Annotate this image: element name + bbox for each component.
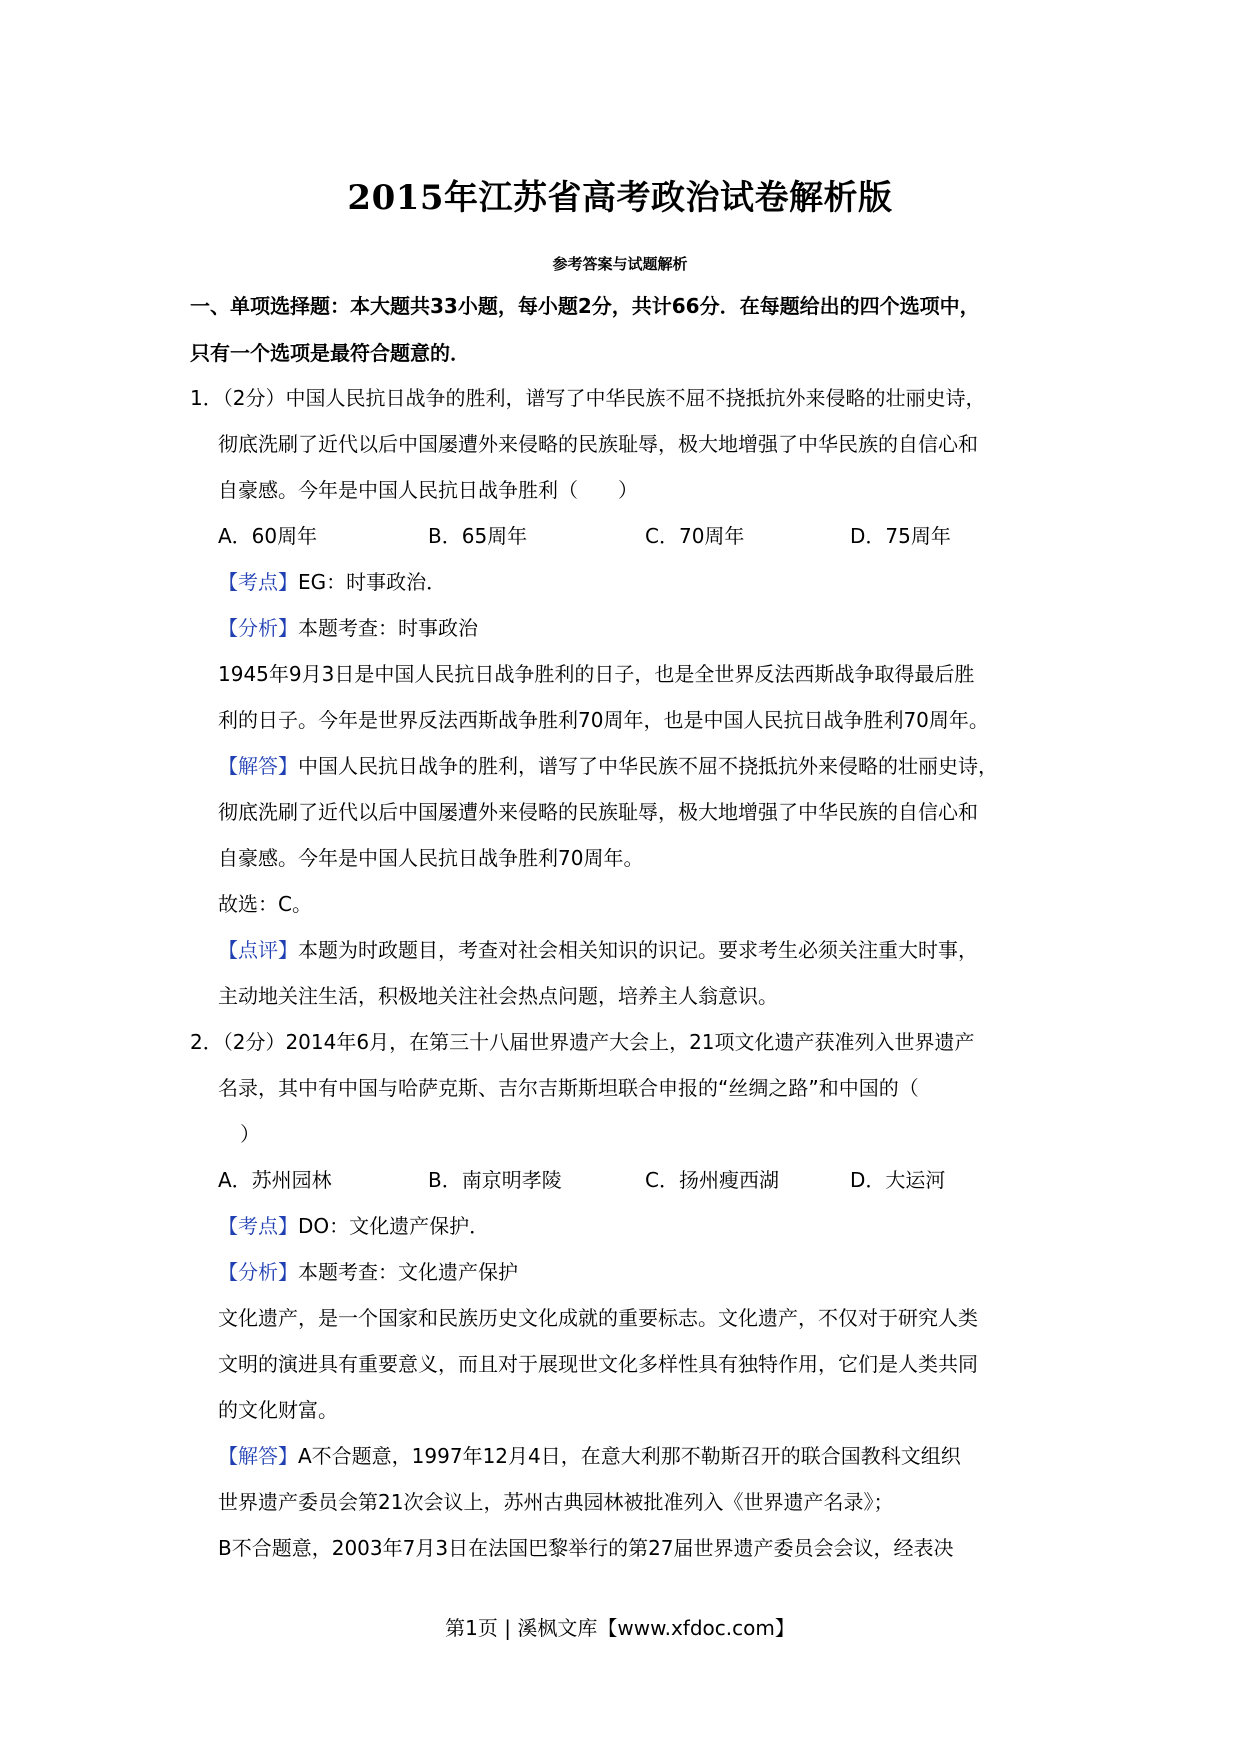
jieda-tag: 【解答】 (218, 754, 298, 778)
page-title: 2015年江苏省高考政治试卷解析版 (347, 178, 893, 218)
q2-kaodian-text: DO：文化遗产保护． (298, 1214, 490, 1238)
q2-answer-line-3: B不合题意，2003年7月3日在法国巴黎举行的第27届世界遗产委员会会议，经表决 (218, 1536, 954, 1560)
q1-answer-line-3: 自豪感。今年是中国人民抗日战争胜利70周年。 (218, 846, 644, 870)
q1-kaodian-text: EG：时事政治． (298, 570, 447, 594)
q1-comment-line-2: 主动地关注生活，积极地关注社会热点问题，培养主人翁意识。 (218, 984, 778, 1008)
q1-choice: 故选：C。 (218, 892, 312, 916)
q2-option-d: D．大运河 (850, 1168, 946, 1192)
q2-stem-line-3: ） (240, 1122, 260, 1146)
q1-stem-line-3: 自豪感。今年是中国人民抗日战争胜利（ ） (218, 478, 638, 502)
q1-analysis-line-2: 利的日子。今年是世界反法西斯战争胜利70周年，也是中国人民抗日战争胜利70周年。 (218, 708, 989, 732)
q1-fenxi (218, 612, 478, 641)
q1-dianping (218, 934, 978, 963)
kaodian-tag: 【考点】 (218, 1214, 298, 1238)
q1-answer-line-1: 中国人民抗日战争的胜利，谱写了中华民族不屈不挠抵抗外来侵略的壮丽史诗， (298, 754, 998, 778)
q1-fenxi-text: 本题考查：时事政治 (298, 616, 478, 640)
q1-option-a: A．60周年 (218, 524, 318, 548)
q2-answer-line-2: 世界遗产委员会第21次会议上，苏州古典园林被批准列入《世界遗产名录》； (218, 1490, 894, 1514)
q1-option-d: D．75周年 (850, 524, 951, 548)
q1-jieda (218, 750, 998, 779)
page-footer: 第1页 | 溪枫文库【www.xfdoc.com】 (445, 1616, 795, 1640)
q2-stem-line-2: 名录，其中有中国与哈萨克斯、吉尔吉斯斯坦联合申报的“丝绸之路”和中国的（ (218, 1076, 919, 1100)
q1-stem-line-2: 彻底洗刷了近代以后中国屡遭外来侵略的民族耻辱，极大地增强了中华民族的自信心和 (218, 432, 978, 456)
q2-option-a: A．苏州园林 (218, 1168, 332, 1192)
q2-fenxi (218, 1256, 518, 1285)
jieda-tag: 【解答】 (218, 1444, 298, 1468)
q1-answer-line-2: 彻底洗刷了近代以后中国屡遭外来侵略的民族耻辱，极大地增强了中华民族的自信心和 (218, 800, 978, 824)
section-heading-line-2: 只有一个选项是最符合题意的． (190, 341, 470, 365)
fenxi-tag: 【分析】 (218, 616, 298, 640)
q1-option-c: C．70周年 (645, 524, 745, 548)
q1-comment-line-1: 本题为时政题目，考查对社会相关知识的识记。要求考生必须关注重大时事， (298, 938, 978, 962)
fenxi-tag: 【分析】 (218, 1260, 298, 1284)
q2-jieda (218, 1440, 961, 1469)
q2-analysis-line-1: 文化遗产，是一个国家和民族历史文化成就的重要标志。文化遗产，不仅对于研究人类 (218, 1306, 978, 1330)
q1-stem-line-1: 1．（2分）中国人民抗日战争的胜利，谱写了中华民族不屈不挠抵抗外来侵略的壮丽史诗， (190, 386, 986, 410)
q2-fenxi-text: 本题考查：文化遗产保护 (298, 1260, 518, 1284)
q1-option-b: B．65周年 (428, 524, 528, 548)
q2-option-b: B．南京明孝陵 (428, 1168, 562, 1192)
q2-answer-line-1: A不合题意，1997年12月4日，在意大利那不勒斯召开的联合国教科文组织 (298, 1444, 961, 1468)
q2-stem-line-1: 2．（2分）2014年6月，在第三十八届世界遗产大会上，21项文化遗产获准列入世界遗产 (190, 1030, 975, 1054)
page-subtitle: 参考答案与试题解析 (552, 255, 688, 273)
q2-kaodian (218, 1210, 489, 1239)
q2-option-c: C．扬州瘦西湖 (645, 1168, 779, 1192)
kaodian-tag: 【考点】 (218, 570, 298, 594)
q1-analysis-line-1: 1945年9月3日是中国人民抗日战争胜利的日子，也是全世界反法西斯战争取得最后胜 (218, 662, 975, 686)
q1-kaodian (218, 566, 446, 595)
q2-analysis-line-2: 文明的演进具有重要意义，而且对于展现世文化多样性具有独特作用，它们是人类共同 (218, 1352, 978, 1376)
dianping-tag: 【点评】 (218, 938, 298, 962)
q2-analysis-line-3: 的文化财富。 (218, 1398, 338, 1422)
section-heading-line-1: 一、单项选择题：本大题共33小题，每小题2分，共计66分．在每题给出的四个选项中， (190, 294, 980, 318)
